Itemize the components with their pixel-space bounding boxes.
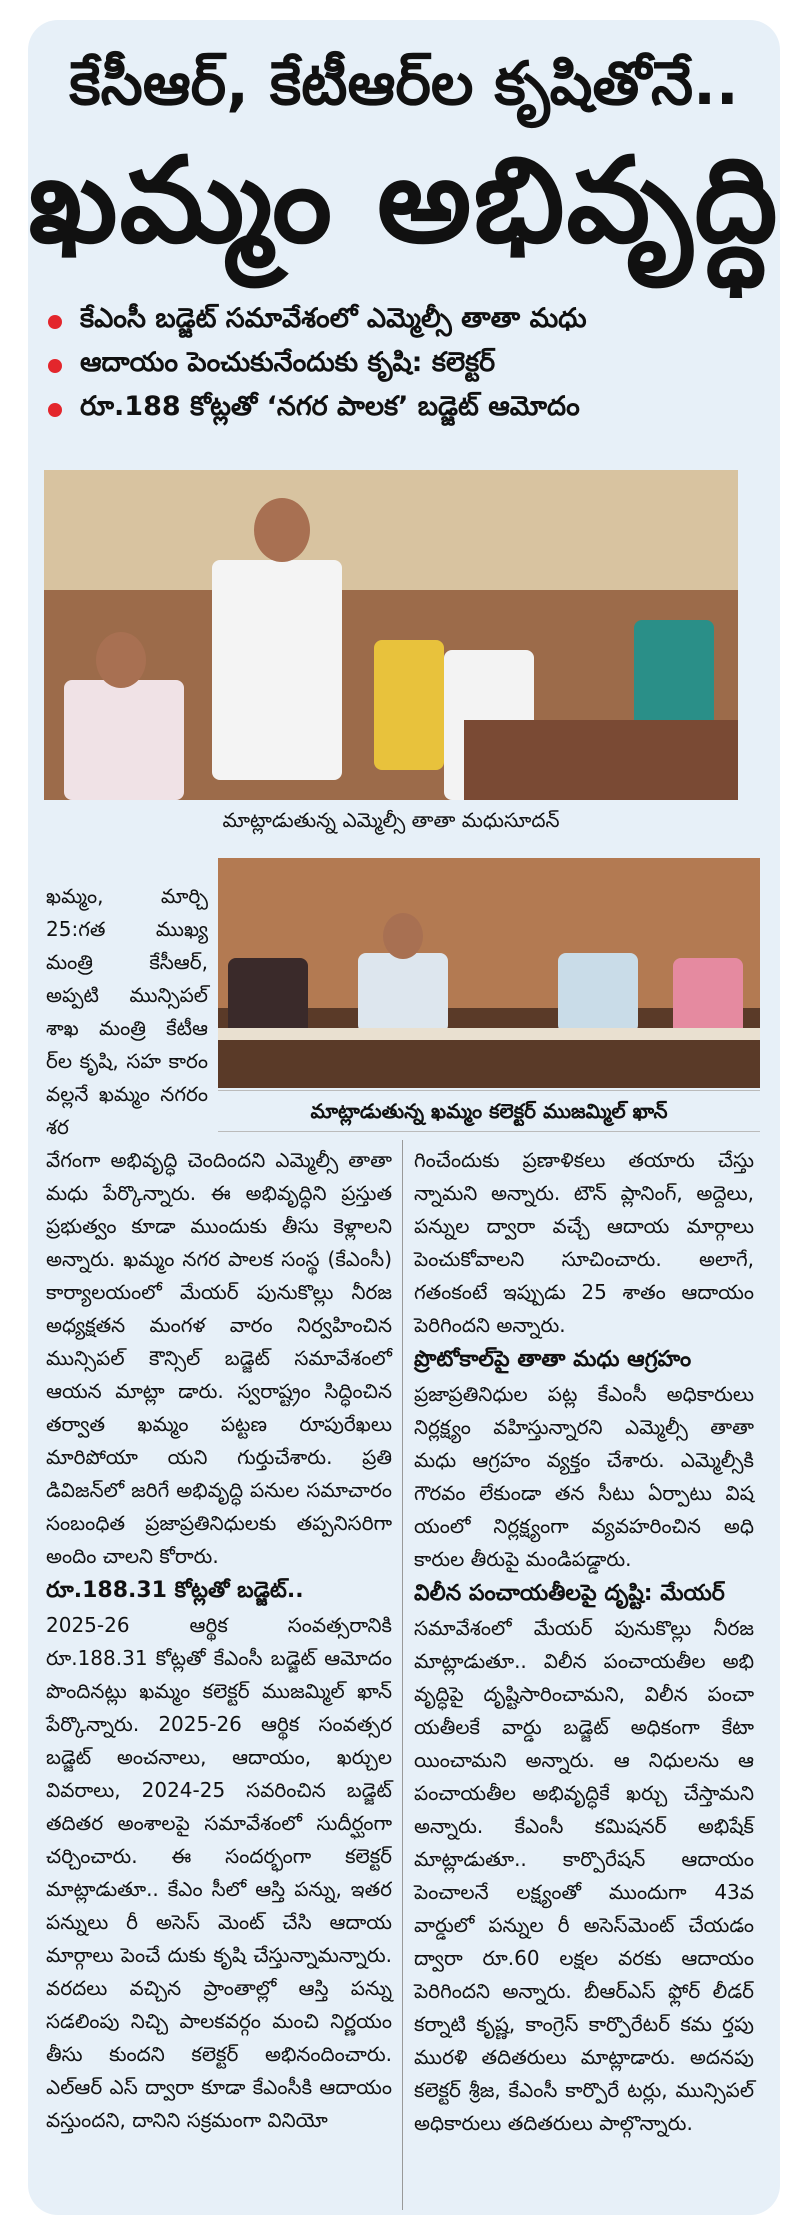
paragraph: 2025-26 ఆర్థిక సంవత్సరానికి రూ.188.31 కోట్లతో కేఎంసీ బడ్జెట్ ఆమోదం పొందినట్లు ఖమ్మం కలెక్టర్ ముజమ్మిల్ ఖాన్ పేర్కొన్నారు. 2025-26 ఆర్థిక సంవత్సర బడ్జెట్ అంచనాలు, ఆదాయం, ఖర్చుల వివరాలు, 2024-25 సవరించిన బడ్జెట్ తదితర అంశాలపై సమావేశంలో సుదీర్ఘంగా చర్చించారు. ఈ సందర్భంగా కలెక్టర్ మాట్లాడుతూ.. కేఎం సీలో ఆస్తి పన్ను, ఇతర పన్నులు రీ అసెస్ మెంట్ చేసి ఆదాయ మార్గాలు పెంచే దుకు కృషి చేస్తున్నామన్నారు. వరదలు వచ్చిన ప్రాంతాల్లో ఆస్తి పన్ను సడలింపు నిచ్చి పాలకవర్గం మంచి నిర్ణయం తీసు కుందని కలెక్టర్ అభినందించారు. ఎల్ఆర్ ఎస్ ద్వారా కూడా కేఎంసీకి ఆదాయం వస్తుందని, దానిని సక్రమంగా వినియో: [46, 1613, 392, 2132]
bullet-dot-icon: [48, 403, 62, 417]
photo2-caption: మాట్లాడుతున్న ఖమ్మం కలెక్టర్ ముజమ్మిల్ ఖాన్: [218, 1090, 760, 1132]
bullet-item: [48, 388, 768, 432]
bullet-dot-icon: [48, 315, 62, 329]
subheading: రూ.188.31 కోట్లతో బడ్జెట్..: [46, 1578, 304, 1603]
paragraph: గించేందుకు ప్రణాళికలు తయారు చేస్తు న్నామని అన్నారు. టౌన్ ప్లానింగ్, అద్దెలు, పన్నుల ద్వారా వచ్చే ఆదాయ మార్గాలు పెంచుకోవాలని సూచించారు. అలాగే, గతంకంటే ఇప్పుడు 25 శాతం ఆదాయం పెరిగిందని అన్నారు.: [414, 1148, 754, 1337]
bullet-list: [48, 300, 768, 432]
subheading: విలీన పంచాయతీలపై దృష్టి: మేయర్: [414, 1581, 725, 1606]
headline-line2: ఖమ్మం అభివృద్ధి: [28, 131, 780, 269]
paragraph: వేగంగా అభివృద్ధి చెందిందని ఎమ్మెల్సీ తాతా మధు పేర్కొన్నారు. ఈ అభివృద్ధిని ప్రస్తుత ప్రభుత్వం కూడా ముందుకు తీసు కెళ్లాలని అన్నారు. ఖమ్మం నగర పాలక సంస్థ (కేఎంసీ) కార్యాలయంలో మేయర్ పునుకొల్లు నీరజ అధ్యక్షతన మంగళ వారం నిర్వహించిన మున్సిపల్ కౌన్సిల్ బడ్జెట్ సమావేశంలో ఆయన మాట్లా డారు. స్వరాష్ట్రం సిద్ధించిన తర్వాత ఖమ్మం పట్టణ రూపురేఖలు మారిపోయా యని గుర్తుచేశారు. ప్రతి డివిజన్‌లో జరిగే అభివృద్ధి పనుల సమాచారం సంబంధిత ప్రజాప్రతినిధులకు తప్పనిసరిగా అందిం చాలని కోరారు.: [46, 1148, 392, 1568]
bullet-text: కేఎంసీ బడ్జెట్ సమావేశంలో ఎమ్మెల్సీ తాతా మధు: [80, 303, 587, 334]
headline-line1: కేసీఆర్, కేటీఆర్‌ల కృషితోనే..: [69, 49, 739, 119]
paragraph: సమావేశంలో మేయర్ పునుకొల్లు నీరజ మాట్లాడుతూ.. విలీన పంచాయతీల అభి వృద్ధిపై దృష్టిసారించామని, విలీన పంచా యతీలకే వార్డు బడ్జెట్ అధికంగా కేటా యించామని అన్నారు. ఆ నిధులను ఆ పంచాయతీల అభివృద్ధికే ఖర్చు చేస్తామని అన్నారు. కేఎంసీ కమిషనర్ అభిషేక్ మాట్లాడుతూ.. కార్పొరేషన్ ఆదాయం పెంచాలనే లక్ష్యంతో ముందుగా 43వ వార్డులో పన్నుల రీ అసెస్‌మెంట్ చేయడం ద్వారా రూ.60 లక్షల వరకు ఆదాయం పెరిగిందని అన్నారు. బీఆర్ఎస్ ఫ్లోర్ లీడర్ కర్నాటి కృష్ణ, కాంగ్రెస్ కార్పొరేటర్ కమ ర్తపు మురళి తదితరులు మాట్లాడారు. అదనపు కలెక్టర్ శ్రీజ, కేఎంసీ కార్పొరే టర్లు, మున్సిపల్ అధికారులు తదితరులు పాల్గొన్నారు.: [414, 1616, 754, 2135]
paragraph: ప్రజాప్రతినిధుల పట్ల కేఎంసీ అధికారులు నిర్లక్ష్యం వహిస్తున్నారని ఎమ్మెల్సీ తాతా మధు ఆగ్రహం వ్యక్తం చేశారు. ఎమ్మెల్సీకి గౌరవం లేకుండా తన సీటు ఏర్పాటు విష యంలో నిర్లక్ష్యంగా వ్యవహరించిన అధి కారుల తీరుపై మండిపడ్డారు.: [414, 1382, 754, 1571]
bullet-dot-icon: [48, 359, 62, 373]
bullet-text: ఆదాయం పెంచుకునేందుకు కృషి: కలెక్టర్: [80, 347, 496, 378]
article-lead: ఖమ్మం, మార్చి 25:గత ముఖ్య మంత్రి కేసీఆర్, అప్పటి మున్సిపల్ శాఖ మంత్రి కేటీఆ ర్‌ల కృషి, సహ కారం వల్లనే ఖమ్మం నగరం శర: [46, 884, 208, 1139]
article-column-left: [46, 1144, 392, 2137]
photo-collector-speaking: [218, 858, 760, 1088]
bullet-text: రూ.188 కోట్లతో ‘నగర పాలక’ బడ్జెట్ ఆమోదం: [80, 391, 580, 422]
photo1-caption: మాట్లాడుతున్న ఎమ్మెల్సీ తాతా మధుసూదన్: [222, 808, 560, 832]
photo-council-meeting: [44, 470, 738, 800]
bullet-item: [48, 300, 768, 344]
article-column-right: [414, 1144, 754, 2140]
subheading: ప్రొటోకాల్‌పై తాతా మధు ఆగ్రహం: [414, 1347, 692, 1372]
column-divider: [402, 1140, 403, 2210]
bullet-item: [48, 344, 768, 388]
